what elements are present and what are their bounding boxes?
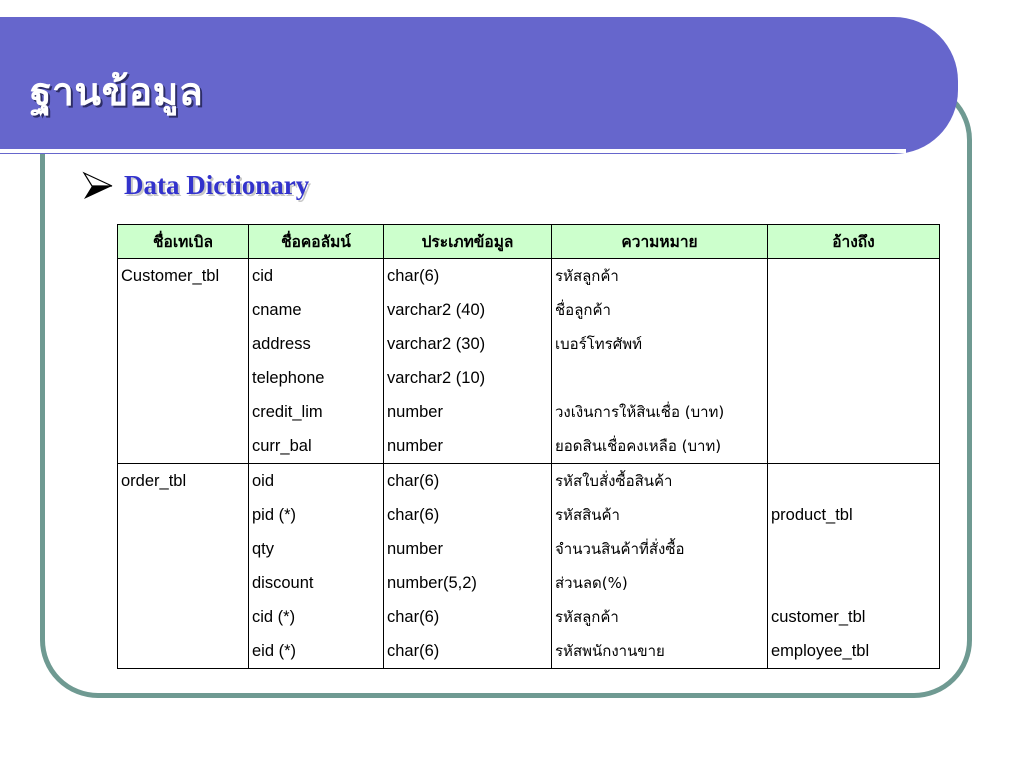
column-name-cell: discount xyxy=(249,566,384,600)
column-name-cell: pid (*) xyxy=(249,498,384,532)
reference-cell xyxy=(768,293,940,327)
data-type-cell: char(6) xyxy=(384,634,552,669)
meaning-cell: รหัสลูกค้า xyxy=(552,600,768,634)
column-name-cell: cid xyxy=(249,259,384,294)
bullet-item xyxy=(82,170,309,201)
reference-cell xyxy=(768,327,940,361)
header-table-name: ชื่อเทเบิล xyxy=(118,225,249,259)
column-name-cell: eid (*) xyxy=(249,634,384,669)
table-row xyxy=(118,259,940,294)
meaning-cell xyxy=(552,361,768,395)
header-column-name: ชื่อคอลัมน์ xyxy=(249,225,384,259)
data-type-cell: char(6) xyxy=(384,498,552,532)
column-name-cell: oid xyxy=(249,464,384,499)
table-name-cell xyxy=(118,498,249,532)
data-type-cell: number(5,2) xyxy=(384,566,552,600)
table-name-cell xyxy=(118,293,249,327)
reference-cell xyxy=(768,464,940,499)
table-name-cell: order_tbl xyxy=(118,464,249,499)
reference-cell xyxy=(768,259,940,294)
meaning-cell: จำนวนสินค้าที่สั่งซื้อ xyxy=(552,532,768,566)
column-name-cell: address xyxy=(249,327,384,361)
column-name-cell: cid (*) xyxy=(249,600,384,634)
table-name-cell: Customer_tbl xyxy=(118,259,249,294)
column-name-cell: qty xyxy=(249,532,384,566)
reference-cell xyxy=(768,566,940,600)
table-group-order xyxy=(118,464,940,669)
meaning-cell: รหัสลูกค้า xyxy=(552,259,768,294)
reference-cell xyxy=(768,361,940,395)
data-type-cell: varchar2 (40) xyxy=(384,293,552,327)
table-row xyxy=(118,532,940,566)
table-name-cell xyxy=(118,361,249,395)
table-name-cell xyxy=(118,429,249,464)
reference-cell: employee_tbl xyxy=(768,634,940,669)
data-type-cell: char(6) xyxy=(384,600,552,634)
table-group-customer xyxy=(118,259,940,464)
data-type-cell: varchar2 (30) xyxy=(384,327,552,361)
header-reference: อ้างถึง xyxy=(768,225,940,259)
reference-cell: customer_tbl xyxy=(768,600,940,634)
meaning-cell: รหัสสินค้า xyxy=(552,498,768,532)
meaning-cell: ยอดสินเชื่อคงเหลือ (บาท) xyxy=(552,429,768,464)
table-name-cell xyxy=(118,600,249,634)
right-arrowhead-icon xyxy=(82,171,114,201)
table-name-cell xyxy=(118,395,249,429)
data-type-cell: number xyxy=(384,532,552,566)
column-name-cell: cname xyxy=(249,293,384,327)
table-name-cell xyxy=(118,532,249,566)
table-row xyxy=(118,429,940,464)
table-name-cell xyxy=(118,327,249,361)
bullet-text: Data Dictionary xyxy=(124,170,310,200)
slide-title: ฐานข้อมูล xyxy=(30,69,204,115)
table-header-row xyxy=(118,225,940,259)
table-row xyxy=(118,361,940,395)
title-underline xyxy=(0,149,906,153)
table-row xyxy=(118,566,940,600)
header-meaning: ความหมาย xyxy=(552,225,768,259)
data-dictionary-table xyxy=(117,224,940,669)
reference-cell xyxy=(768,395,940,429)
meaning-cell: เบอร์โทรศัพท์ xyxy=(552,327,768,361)
table-row xyxy=(118,600,940,634)
data-type-cell: char(6) xyxy=(384,259,552,294)
table-row xyxy=(118,293,940,327)
header-data-type: ประเภทข้อมูล xyxy=(384,225,552,259)
table-row xyxy=(118,634,940,669)
data-type-cell: char(6) xyxy=(384,464,552,499)
data-type-cell: number xyxy=(384,395,552,429)
meaning-cell: รหัสพนักงานขาย xyxy=(552,634,768,669)
table-name-cell xyxy=(118,566,249,600)
meaning-cell: รหัสใบสั่งซื้อสินค้า xyxy=(552,464,768,499)
data-type-cell: varchar2 (10) xyxy=(384,361,552,395)
reference-cell: product_tbl xyxy=(768,498,940,532)
reference-cell xyxy=(768,532,940,566)
meaning-cell: วงเงินการให้สินเชื่อ (บาท) xyxy=(552,395,768,429)
column-name-cell: credit_lim xyxy=(249,395,384,429)
column-name-cell: telephone xyxy=(249,361,384,395)
table-row xyxy=(118,327,940,361)
table-row xyxy=(118,395,940,429)
title-bar xyxy=(0,17,958,154)
table-name-cell xyxy=(118,634,249,669)
table-row xyxy=(118,464,940,499)
column-name-cell: curr_bal xyxy=(249,429,384,464)
meaning-cell: ส่วนลด(%) xyxy=(552,566,768,600)
data-type-cell: number xyxy=(384,429,552,464)
meaning-cell: ชื่อลูกค้า xyxy=(552,293,768,327)
reference-cell xyxy=(768,429,940,464)
table-row xyxy=(118,498,940,532)
